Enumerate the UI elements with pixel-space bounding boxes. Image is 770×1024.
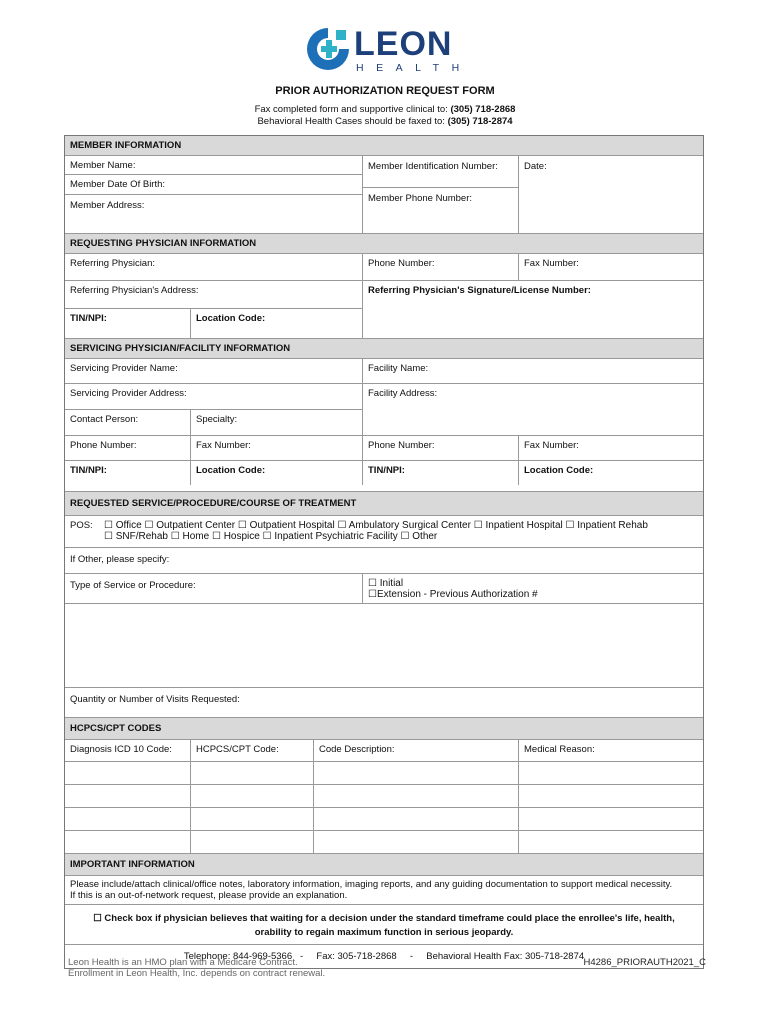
section-requesting (65, 233, 703, 253)
service-description-area[interactable] (65, 604, 703, 687)
codes-header-row (65, 739, 703, 761)
other-row (65, 547, 703, 573)
table-row (65, 761, 703, 784)
member-date-field[interactable]: Date: (518, 156, 703, 233)
servicing-fax-field[interactable]: Fax Number: (190, 436, 362, 460)
section-servicing (65, 338, 703, 358)
expedite-text-2: orability to regain maximum function in serious jeopardy. (254, 927, 514, 938)
section-header: IMPORTANT INFORMATION (65, 854, 703, 875)
reason-cell[interactable] (518, 808, 703, 830)
description-area-row (65, 603, 703, 687)
servicing-tin-field[interactable]: TIN/NPI: (70, 465, 107, 476)
important-note-2: If this is an out-of-network request, please provide an explanation. (70, 890, 348, 901)
physician-signature-field[interactable]: Referring Physician's Signature/License Number: (362, 281, 703, 338)
authorization-form (64, 135, 704, 969)
facility-location-field[interactable]: Location Code: (518, 461, 703, 485)
hcpcs-cell[interactable] (190, 831, 313, 853)
quantity-row (65, 687, 703, 713)
member-block (65, 155, 703, 233)
section-header: REQUESTING PHYSICIAN INFORMATION (65, 234, 703, 253)
member-phone-field[interactable]: Member Phone Number: (363, 187, 518, 233)
servicing-row-2 (65, 383, 703, 435)
expedite-checkbox[interactable] (65, 905, 703, 944)
pos-label: POS: (70, 520, 93, 531)
leon-health-logo (306, 25, 472, 76)
expedite-text-1: ☐ Check box if physician believes that waiting for a decision under the standard timeframe could place the enrollee's life, health, (93, 913, 675, 924)
section-header: REQUESTED SERVICE/PROCEDURE/COURSE OF TREATMENT (65, 492, 703, 515)
facility-tin-field[interactable]: TIN/NPI: (362, 461, 518, 485)
important-notes-row (65, 875, 703, 904)
pos-options-line-1[interactable]: ☐ Office ☐ Outpatient Center ☐ Outpatient Hospital ☐ Ambulatory Surgical Center ☐ Inpatient Hospital ☐ Inpatient Rehab (104, 520, 648, 531)
col-description: Code Description: (313, 740, 518, 761)
requesting-tin-field[interactable]: TIN/NPI: (70, 313, 107, 324)
specialty-field[interactable]: Specialty: (190, 410, 362, 435)
contact-numbers: Telephone: 844-969-5366 - Fax: 305-718-2868 - Behavioral Health Fax: 305-718-2874 (183, 951, 585, 962)
pos-options-line-2[interactable]: ☐ SNF/Rehab ☐ Home ☐ Hospice ☐ Inpatient Psychiatric Facility ☐ Other (104, 531, 438, 542)
facility-name-field[interactable]: Facility Name: (362, 359, 703, 383)
important-notes (65, 876, 703, 904)
extension-checkbox[interactable]: ☐Extension - Previous Authorization # (368, 589, 538, 600)
footer-line-1: Leon Health is an HMO plan with a Medicare Contract. (68, 957, 298, 968)
initial-checkbox[interactable]: ☐ Initial (368, 578, 404, 589)
diagnosis-cell[interactable] (65, 831, 190, 853)
member-dob-field[interactable]: Member Date Of Birth: (65, 174, 362, 194)
pos-cell (65, 516, 703, 547)
col-hcpcs: HCPCS/CPT Code: (190, 740, 313, 761)
hcpcs-cell[interactable] (190, 762, 313, 784)
servicing-row-3 (65, 435, 703, 460)
leon-cross-icon (306, 26, 350, 72)
servicing-phone-field[interactable]: Phone Number: (70, 440, 137, 451)
table-row (65, 784, 703, 807)
section-requested (65, 491, 703, 515)
table-row (65, 830, 703, 853)
form-title: PRIOR AUTHORIZATION REQUEST FORM (275, 85, 495, 97)
section-member (65, 136, 703, 155)
initial-extension-cell (362, 574, 703, 603)
reason-cell[interactable] (518, 785, 703, 807)
form-code: H4286_PRIORAUTH2021_C (583, 957, 706, 968)
description-cell[interactable] (313, 808, 518, 830)
servicing-provider-address-field[interactable]: Servicing Provider Address: (70, 388, 187, 399)
servicing-row-4 (65, 460, 703, 485)
type-row (65, 573, 703, 603)
col-diagnosis: Diagnosis ICD 10 Code: (70, 744, 172, 755)
referring-address-field[interactable]: Referring Physician's Address: (70, 285, 199, 296)
requesting-row-1 (65, 253, 703, 280)
important-note-1: Please include/attach clinical/office notes, laboratory information, imaging reports, and any guiding documentation to support medical necessity. (70, 879, 673, 890)
logo-subtitle: HEALTH (356, 62, 472, 74)
diagnosis-cell[interactable] (65, 808, 190, 830)
hcpcs-cell[interactable] (190, 808, 313, 830)
facility-address-field[interactable]: Facility Address: (362, 384, 703, 435)
reason-cell[interactable] (518, 762, 703, 784)
logo-wordmark: LEON (354, 25, 453, 63)
servicing-row-1 (65, 358, 703, 383)
facility-phone-field[interactable]: Phone Number: (362, 436, 518, 460)
facility-fax-field[interactable]: Fax Number: (518, 436, 703, 460)
servicing-provider-name-field[interactable]: Servicing Provider Name: (70, 363, 178, 374)
section-important (65, 853, 703, 875)
quantity-visits-field[interactable]: Quantity or Number of Visits Requested: (70, 694, 240, 705)
requesting-row-2 (65, 280, 703, 338)
col-reason: Medical Reason: (518, 740, 703, 761)
contact-person-field[interactable]: Contact Person: (70, 414, 139, 425)
requesting-phone-field[interactable]: Phone Number: (362, 254, 518, 280)
servicing-location-field[interactable]: Location Code: (190, 461, 362, 485)
referring-physician-field[interactable]: Referring Physician: (70, 258, 156, 269)
description-cell[interactable] (313, 762, 518, 784)
requesting-location-field[interactable]: Location Code: (190, 309, 362, 338)
requesting-fax-field[interactable]: Fax Number: (518, 254, 703, 280)
other-specify-field[interactable]: If Other, please specify: (70, 554, 170, 565)
footer-line-2: Enrollment in Leon Health, Inc. depends on contract renewal. (68, 968, 326, 979)
section-codes (65, 717, 703, 739)
table-row (65, 807, 703, 830)
pos-row (65, 515, 703, 547)
fax-line-1: Fax completed form and supportive clinical to: (305) 718-2868 (254, 104, 516, 115)
description-cell[interactable] (313, 785, 518, 807)
fax-line-2: Behavioral Health Cases should be faxed to: (305) 718-2874 (257, 116, 513, 127)
member-id-field[interactable]: Member Identification Number: (368, 161, 498, 172)
expedite-row (65, 904, 703, 944)
footer-disclaimer (68, 957, 325, 979)
section-header: SERVICING PHYSICIAN/FACILITY INFORMATION (65, 339, 703, 358)
description-cell[interactable] (313, 831, 518, 853)
diagnosis-cell[interactable] (65, 785, 190, 807)
reason-cell[interactable] (518, 831, 703, 853)
section-header: HCPCS/CPT CODES (65, 718, 703, 739)
hcpcs-cell[interactable] (190, 785, 313, 807)
member-address-field[interactable]: Member Address: (65, 194, 362, 233)
diagnosis-cell[interactable] (65, 762, 190, 784)
section-header: MEMBER INFORMATION (65, 136, 703, 155)
member-name-field[interactable]: Member Name: (70, 160, 136, 171)
type-of-service-field[interactable]: Type of Service or Procedure: (70, 580, 196, 591)
